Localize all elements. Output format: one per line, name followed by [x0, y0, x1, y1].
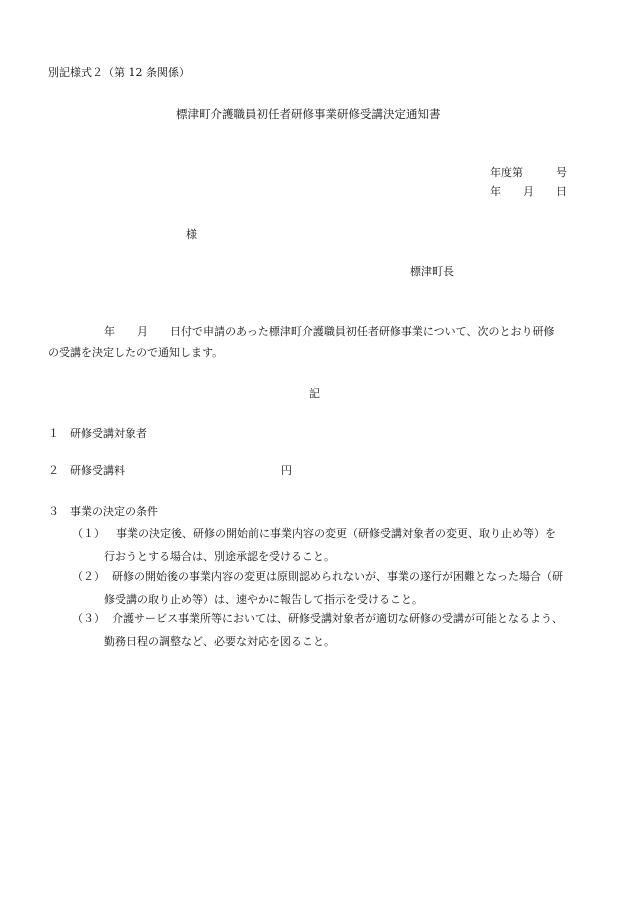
item-number-2: ２ — [48, 464, 59, 477]
ki-heading: 記 — [309, 387, 320, 400]
item-label-trainee: 研修受講対象者 — [70, 427, 147, 440]
condition-number: （３） — [72, 612, 105, 625]
document-title: 標津町介護職員初任者研修事業研修受講決定通知書 — [176, 107, 441, 121]
condition-number: （２） — [72, 570, 105, 583]
addressee-suffix: 様 — [186, 228, 197, 241]
issuer-name: 標津町長 — [410, 265, 454, 278]
form-label: 別記様式２（第 12 条関係） — [48, 66, 190, 79]
condition-text: 勤務日程の調整など、必要な対応を図ること。 — [104, 635, 335, 648]
condition-text: 介護サービス事業所等においては、研修受講対象者が適切な研修の受講が可能となるよう、 — [112, 612, 563, 625]
item-number-3: ３ — [48, 505, 59, 518]
item-label-fee: 研修受講料 — [70, 464, 125, 477]
document-number: 年度第 号 — [490, 166, 567, 179]
fee-unit: 円 — [281, 464, 292, 477]
condition-item — [72, 565, 592, 611]
body-text-line-1: 年 月 日付で申請のあった標津町介護職員初任者研修事業について、次のとおり研修 — [104, 325, 555, 338]
condition-text: 行おうとする場合は、別途承認を受けること。 — [104, 550, 335, 563]
condition-item — [72, 607, 592, 653]
condition-text: 修受講の取り止め等）は、速やかに報告して指示を受けること。 — [104, 593, 423, 606]
item-label-conditions: 事業の決定の条件 — [70, 505, 158, 518]
document-date: 年 月 日 — [490, 185, 567, 198]
condition-number: （１） — [72, 527, 105, 540]
condition-text: 研修の開始後の事業内容の変更は原則認められないが、事業の遂行が困難となった場合（研 — [112, 570, 563, 583]
condition-item — [72, 522, 592, 568]
item-number-1: １ — [48, 427, 59, 440]
condition-text: 事業の決定後、研修の開始前に事業内容の変更（研修受講対象者の変更、取り止め等）を — [116, 527, 556, 540]
body-text-line-2: の受講を決定したので通知します。 — [48, 346, 224, 359]
